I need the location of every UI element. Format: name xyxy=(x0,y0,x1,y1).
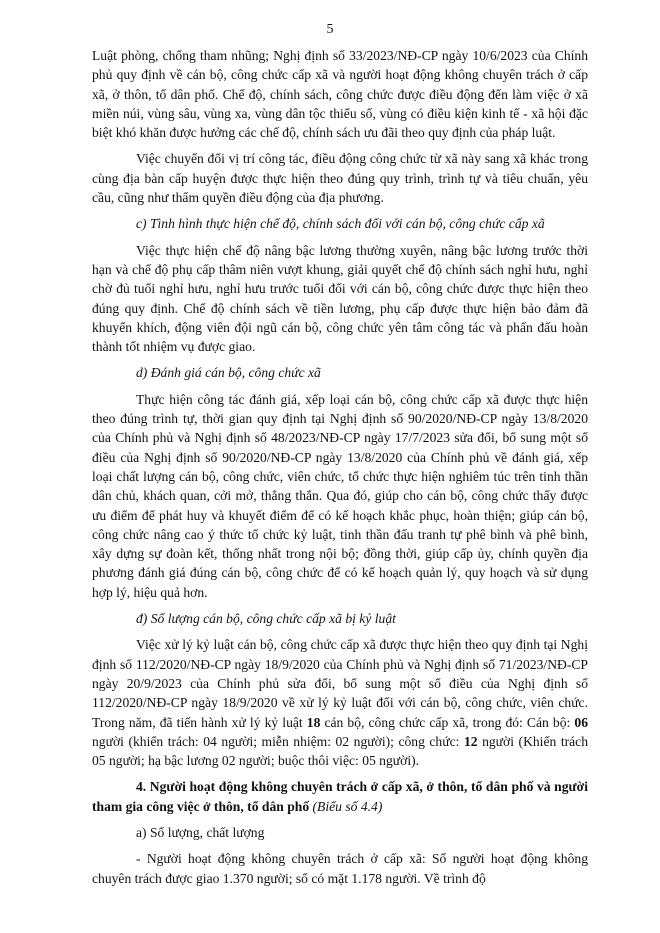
paragraph-intro: Luật phòng, chống tham nhũng; Nghị định số 33/2023/NĐ-CP ngày 10/6/2023 của Chính phủ quy định về cán bộ, công chức cấp xã và người hoạt động không chuyên trách ở cấp xã, ở thôn, tổ dân phố. Chế độ, chính sách, công chức được điều động đến làm việc ở xã miền núi, vùng sâu, vùng xa, vùng dân tộc thiểu số, vùng có điều kiện kinh tế - xã hội đặc biệt khó khăn được hưởng các chế độ, chính sách ưu đãi theo quy định của pháp luật. xyxy=(92,48,588,141)
text-run: cán bộ, công chức cấp xã, trong đó: Cán bộ: xyxy=(320,714,575,730)
heading-section-4-title: 4. Người hoạt động không chuyên trách ở cấp xã, ở thôn, tổ dân phố và người tham gia công việc ở thôn, tổ dân phố xyxy=(92,779,588,814)
text-run: người (khiển trách: 04 người; miễn nhiệm: 02 người); công chức: xyxy=(92,733,464,749)
document-body xyxy=(92,46,588,888)
text-run: Việc xử lý kỷ luật cán bộ, công chức cấp xã được thực hiện theo quy định tại Nghị định số 112/2020/NĐ-CP ngày 18/9/2020 của Chính phủ và Nghị định số 71/2023/NĐ-CP ngày 20/9/2023 của Chính phủ sửa đổi, bổ sung một số điều của Nghị định số 112/2020/NĐ-CP ngày 18/9/2020 về xử lý kỷ luật đối với cán bộ, công chức, viên chức. Trong năm, đã tiến hành xử lý kỷ luật xyxy=(92,637,588,730)
heading-section-c: c) Tình hình thực hiện chế độ, chính sách đối với cán bộ, công chức cấp xã xyxy=(136,216,545,232)
heading-section-dd: đ) Số lượng cán bộ, công chức cấp xã bị kỷ luật xyxy=(136,611,396,627)
page-number: 5 xyxy=(326,22,334,37)
disciplined-total: 18 xyxy=(306,714,321,730)
paragraph-section-4a: - Người hoạt động không chuyên trách ở cấp xã: Số người hoạt động không chuyên trách được giao 1.370 người; số có mặt 1.178 người. Về trình độ xyxy=(92,851,588,886)
heading-section-4a: a) Số lượng, chất lượng xyxy=(136,824,265,840)
paragraph-section-c: Việc thực hiện chế độ nâng bậc lương thường xuyên, nâng bậc lương trước thời hạn và chế độ phụ cấp thâm niên vượt khung, giải quyết chế độ chính sách nghỉ hưu, nghỉ chờ đủ tuổi nghỉ hưu, nghỉ hưu trước tuổi đối với cán bộ, công chức được thực hiện theo đúng quy định. Chế độ chính sách về tiền lương, phụ cấp được thực hiện bảo đảm đã khuyến khích, động viên đội ngũ cán bộ, công chức yên tâm công tác và phấn đấu hoàn thành tốt nhiệm vụ được giao. xyxy=(92,242,588,355)
paragraph-section-dd xyxy=(92,635,588,770)
heading-section-4-form-ref: (Biểu số 4.4) xyxy=(312,798,383,814)
disciplined-officials-count: 06 xyxy=(574,714,588,730)
paragraph-section-d: Thực hiện công tác đánh giá, xếp loại cán bộ, công chức cấp xã được thực hiện theo đúng trình tự, thời gian quy định tại Nghị định số 90/2020/NĐ-CP ngày 13/8/2020 của Chính phủ và Nghị định số 48/2023/NĐ-CP ngày 17/7/2023 sửa đổi, bổ sung một số điều của Nghị định số 90/2020/NĐ-CP ngày 13/8/2020 của Chính phủ về đánh giá, xếp loại chất lượng cán bộ, công chức, viên chức, tổ chức thực hiện nghiêm túc trên tinh thần dân chủ, khách quan, cởi mở, thẳng thắn. Qua đó, giúp cho cán bộ, công chức thấy được ưu điểm để phát huy và khuyết điểm để có kế hoạch khắc phục, hoàn thiện; giúp cán bộ, công chức nâng cao ý thức tổ chức kỷ luật, tinh thần đấu tranh tự phê bình và phê bình, xây dựng sự đoàn kết, thống nhất trong nội bộ; đồng thời, giúp cấp ủy, chính quyền địa phương đánh giá đúng cán bộ, công chức để có kế hoạch quản lý, quy hoạch và sử dụng hợp lý, hiệu quả hơn. xyxy=(92,391,588,600)
heading-section-4 xyxy=(92,777,588,816)
text-run: người (Khiển trách 05 người; hạ bậc lương 02 người; buộc thôi việc: 05 người). xyxy=(92,733,588,769)
paragraph-transfer: Việc chuyển đổi vị trí công tác, điều động công chức từ xã này sang xã khác trong cùng địa bàn cấp huyện được thực hiện theo đúng quy trình, trình tự và tiêu chuẩn, yêu cầu, cũng như thẩm quyền điều động của địa phương. xyxy=(92,151,588,206)
disciplined-civil-servants-count: 12 xyxy=(463,733,478,749)
heading-section-d: d) Đánh giá cán bộ, công chức xã xyxy=(136,365,321,381)
